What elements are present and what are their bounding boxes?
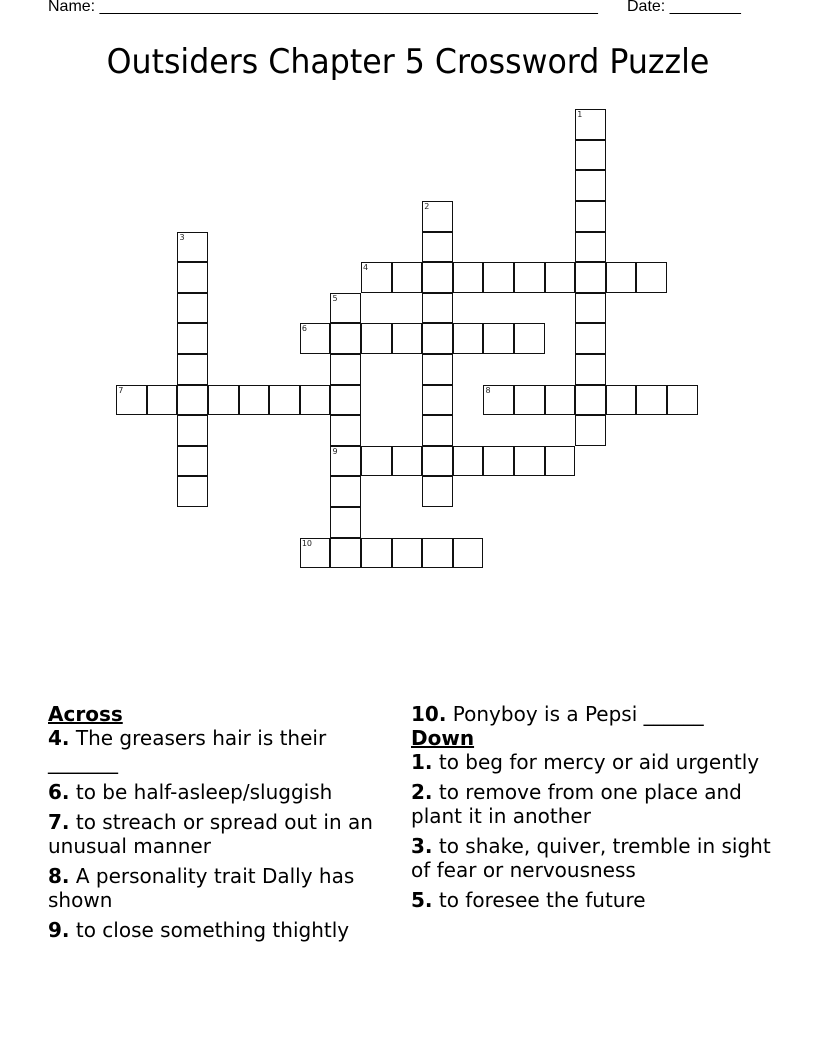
grid-cell[interactable]: [514, 446, 545, 477]
grid-cell[interactable]: [422, 354, 453, 385]
cell-number: 4: [363, 263, 369, 273]
grid-cell[interactable]: [392, 446, 423, 477]
grid-cell[interactable]: [575, 109, 606, 140]
grid-cell[interactable]: [575, 170, 606, 201]
grid-cell[interactable]: [177, 476, 208, 507]
grid-cell[interactable]: [636, 262, 667, 293]
clue-down-5: [411, 888, 771, 912]
grid-cell[interactable]: [545, 446, 576, 477]
grid-cell[interactable]: [453, 262, 484, 293]
grid-cell[interactable]: [361, 538, 392, 569]
grid-cell[interactable]: [483, 385, 514, 416]
grid-cell[interactable]: [575, 140, 606, 171]
grid-cell[interactable]: [300, 323, 331, 354]
cell-number: 6: [301, 324, 307, 334]
grid-cell[interactable]: [422, 232, 453, 263]
clue-across-9: [48, 918, 393, 942]
grid-cell[interactable]: [177, 354, 208, 385]
clue-number: 2.: [411, 780, 433, 804]
grid-cell[interactable]: [514, 262, 545, 293]
grid-cell[interactable]: [606, 385, 637, 416]
across-heading: Across: [48, 702, 123, 726]
grid-cell[interactable]: [453, 538, 484, 569]
grid-cell[interactable]: [667, 385, 698, 416]
clue-number: 4.: [48, 726, 70, 750]
clue-text: to beg for mercy or aid urgently: [432, 750, 760, 774]
grid-cell[interactable]: [177, 446, 208, 477]
grid-cell[interactable]: [177, 262, 208, 293]
grid-cell[interactable]: [575, 262, 606, 293]
clue-text: to remove from one place and plant it in another: [411, 780, 742, 828]
grid-cell[interactable]: [514, 385, 545, 416]
cell-number: 3: [179, 232, 185, 242]
grid-cell[interactable]: [422, 476, 453, 507]
clue-number: 3.: [411, 834, 433, 858]
clue-down-1: [411, 750, 771, 774]
grid-cell[interactable]: [300, 538, 331, 569]
cell-number: 1: [577, 110, 583, 120]
clue-text: Ponyboy is a Pepsi ______: [446, 702, 704, 726]
grid-cell[interactable]: [422, 538, 453, 569]
cell-number: 5: [332, 293, 338, 303]
grid-cell[interactable]: [392, 538, 423, 569]
grid-cell[interactable]: [330, 385, 361, 416]
clue-text: A personality trait Dally has shown: [48, 864, 355, 912]
grid-cell[interactable]: [422, 385, 453, 416]
grid-cell[interactable]: [575, 354, 606, 385]
grid-cell[interactable]: [545, 385, 576, 416]
grid-cell[interactable]: [453, 323, 484, 354]
clues-column-right: [411, 702, 771, 918]
clue-number: 10.: [411, 702, 447, 726]
cell-number: 2: [424, 202, 430, 212]
grid-cell[interactable]: [483, 446, 514, 477]
grid-cell[interactable]: [422, 323, 453, 354]
grid-cell[interactable]: [392, 323, 423, 354]
grid-cell[interactable]: [330, 476, 361, 507]
grid-cell[interactable]: [177, 232, 208, 263]
grid-cell[interactable]: [177, 323, 208, 354]
cell-number: 9: [332, 446, 338, 456]
grid-cell[interactable]: [116, 385, 147, 416]
grid-cell[interactable]: [422, 415, 453, 446]
clues-column-left: [48, 702, 393, 948]
grid-cell[interactable]: [330, 446, 361, 477]
clue-across-10: [411, 702, 771, 726]
clue-text: to streach or spread out in an unusual manner: [48, 810, 373, 858]
grid-cell[interactable]: [239, 385, 270, 416]
grid-cell[interactable]: [483, 323, 514, 354]
grid-cell[interactable]: [330, 415, 361, 446]
grid-cell[interactable]: [208, 385, 239, 416]
grid-cell[interactable]: [575, 232, 606, 263]
grid-cell[interactable]: [636, 385, 667, 416]
grid-cell[interactable]: [147, 385, 178, 416]
grid-cell[interactable]: [575, 323, 606, 354]
clue-text: The greasers hair is their _______: [48, 726, 327, 774]
grid-cell[interactable]: [177, 293, 208, 324]
grid-cell[interactable]: [330, 323, 361, 354]
grid-cell[interactable]: [575, 385, 606, 416]
clue-number: 5.: [411, 888, 433, 912]
clue-text: to be half-asleep/sluggish: [69, 780, 333, 804]
page-title: Outsiders Chapter 5 Crossword Puzzle: [106, 42, 710, 82]
grid-cell[interactable]: [177, 415, 208, 446]
clue-across-8: [48, 864, 393, 912]
clue-number: 8.: [48, 864, 70, 888]
grid-cell[interactable]: [361, 323, 392, 354]
cell-number: 7: [118, 385, 124, 395]
grid-cell[interactable]: [300, 385, 331, 416]
grid-cell[interactable]: [422, 293, 453, 324]
grid-cell[interactable]: [330, 293, 361, 324]
grid-cell[interactable]: [269, 385, 300, 416]
grid-cell[interactable]: [361, 446, 392, 477]
clue-text: to foresee the future: [432, 888, 646, 912]
name-field-label: Name: ________________________________________________________: [48, 0, 598, 15]
clue-down-3: [411, 834, 771, 882]
down-heading: Down: [411, 726, 475, 750]
clue-number: 7.: [48, 810, 70, 834]
grid-cell[interactable]: [545, 262, 576, 293]
grid-cell[interactable]: [330, 507, 361, 538]
grid-cell[interactable]: [575, 293, 606, 324]
grid-cell[interactable]: [177, 385, 208, 416]
grid-cell[interactable]: [422, 262, 453, 293]
clue-number: 1.: [411, 750, 433, 774]
grid-cell[interactable]: [453, 446, 484, 477]
clue-across-4: [48, 726, 393, 774]
clue-number: 9.: [48, 918, 70, 942]
cell-number: 8: [485, 385, 491, 395]
clue-number: 6.: [48, 780, 70, 804]
date-field-label: Date: ________: [627, 0, 741, 15]
clue-text: to shake, quiver, tremble in sight of fear or nervousness: [411, 834, 771, 882]
grid-cell[interactable]: [575, 201, 606, 232]
grid-cell[interactable]: [330, 538, 361, 569]
clue-text: to close something thightly: [69, 918, 350, 942]
grid-cell[interactable]: [392, 262, 423, 293]
grid-cell[interactable]: [606, 262, 637, 293]
grid-cell[interactable]: [575, 415, 606, 446]
clue-across-7: [48, 810, 393, 858]
grid-cell[interactable]: [514, 323, 545, 354]
cell-number: 10: [301, 538, 313, 548]
clue-down-2: [411, 780, 771, 828]
clue-across-6: [48, 780, 393, 804]
grid-cell[interactable]: [483, 262, 514, 293]
grid-cell[interactable]: [330, 354, 361, 385]
grid-cell[interactable]: [422, 201, 453, 232]
grid-cell[interactable]: [422, 446, 453, 477]
grid-cell[interactable]: [361, 262, 392, 293]
